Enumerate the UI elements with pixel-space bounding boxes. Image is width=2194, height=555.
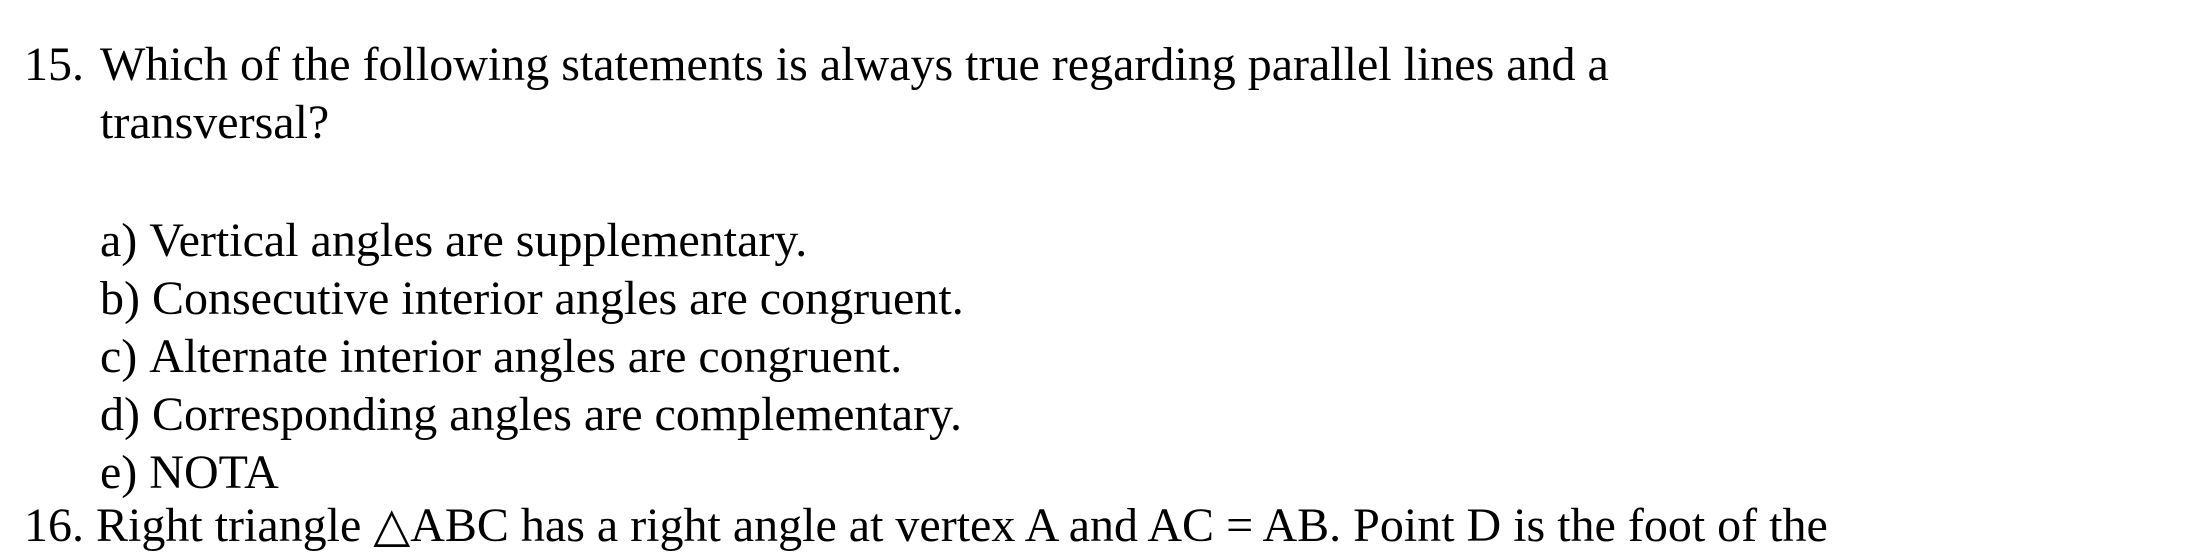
next-question-fragment: 16. Right triangle △ABC has a right angle at vertex A and AC = AB. Point D is the foot of the: [24, 499, 1828, 552]
question-text-line-1: Which of the following statements is always true regarding parallel lines and a: [100, 38, 1609, 91]
option-letter: c): [100, 330, 138, 383]
option-letter: a): [100, 214, 138, 267]
option-c[interactable]: [100, 328, 964, 386]
question-line-1: [24, 36, 2164, 94]
option-letter: b): [100, 272, 140, 325]
option-letter: e): [100, 446, 138, 499]
question-15: [24, 36, 2164, 152]
question-number: 15.: [24, 38, 84, 91]
option-text: NOTA: [149, 446, 279, 499]
option-e[interactable]: [100, 444, 964, 502]
option-letter: d): [100, 388, 140, 441]
option-text: Vertical angles are supplementary.: [149, 214, 808, 267]
option-text: Corresponding angles are complementary.: [151, 388, 962, 441]
option-a[interactable]: [100, 212, 964, 270]
option-text: Alternate interior angles are congruent.: [149, 330, 903, 383]
option-b[interactable]: [100, 270, 964, 328]
question-text-line-2: transversal?: [100, 96, 330, 149]
option-d[interactable]: [100, 386, 964, 444]
answer-options: [100, 212, 964, 502]
option-text: Consecutive interior angles are congruent.: [151, 272, 964, 325]
